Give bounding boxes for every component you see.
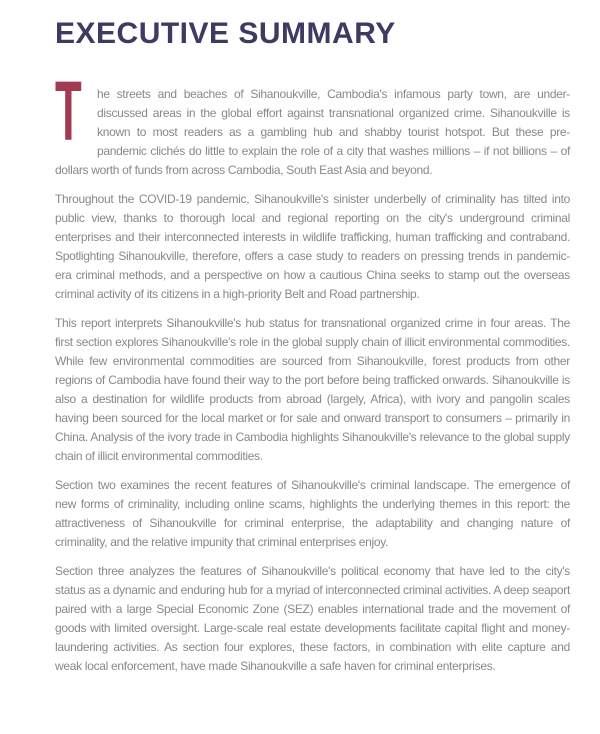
paragraph-2: Throughout the COVID-19 pandemic, Sihanoukville's sinister underbelly of criminality has tilted into public view, thanks to thorough local and regional reporting on the city's underground criminal enterprises and their interconnected interests in wildlife trafficking, human trafficking and contraband. Spotlighting Sihanoukville, therefore, offers a case study to readers on pressing trends in pandemic-era criminal methods, and a perspective on how a cautious China seeks to stamp out the overseas criminal activity of its citizens in a high-priority Belt and Road partnership. <box>55 192 570 301</box>
paragraph-3: This report interprets Sihanoukville's hub status for transnational organized crime in four areas. The first section explores Sihanoukville's role in the global supply chain of illicit environmental commodities. While few environmental commodities are sourced from Sihanoukville, forest products from other regions of Cambodia have found their way to the port before being trafficked onwards. Sihanoukville is also a destination for wildlife products from abroad (largely, Africa), with ivory and pangolin scales having been sourced for the local market or for sale and onward transport to consumers – primarily in China. Analysis of the ivory trade in Cambodia highlights Sihanoukville's relevance to the global supply chain of illicit environmental commodities. <box>55 316 570 463</box>
paragraph-4: Section two examines the recent features of Sihanoukville's criminal landscape. The emergence of new forms of criminality, including online scams, highlights the underlying themes in this report: the attractiveness of Sihanoukville for criminal enterprise, the adaptability and changing nature of criminality, and the relative impunity that criminal enterprises enjoy. <box>55 478 570 549</box>
paragraph-1-text: he streets and beaches of Sihanoukville, Cambodia's infamous party town, are under-discussed areas in the global effort against transnational organized crime. Sihanoukville is known to most readers as a gambling hub and shabby tourist hotspot. But these pre-pandemic clichés do little to explain the role of a city that washes millions – if not billions – of dollars worth of funds from across Cambodia, South East Asia and beyond. <box>55 87 570 177</box>
paragraph-5: Section three analyzes the features of Sihanoukville's political economy that have led to the city's status as a dynamic and enduring hub for a myriad of interconnected criminal activities. A deep seaport paired with a large Special Economic Zone (SEZ) enables international trade and the movement of goods with limited oversight. Large-scale real estate developments facilitate capital flight and money-laundering activities. As section four explores, these factors, in combination with elite capture and weak local enforcement, have made Sihanoukville a safe haven for criminal enterprises. <box>55 564 570 673</box>
body-text <box>55 64 570 676</box>
paragraph-1 <box>55 64 570 180</box>
page-title: EXECUTIVE SUMMARY <box>55 17 396 50</box>
drop-cap: T <box>55 64 82 158</box>
